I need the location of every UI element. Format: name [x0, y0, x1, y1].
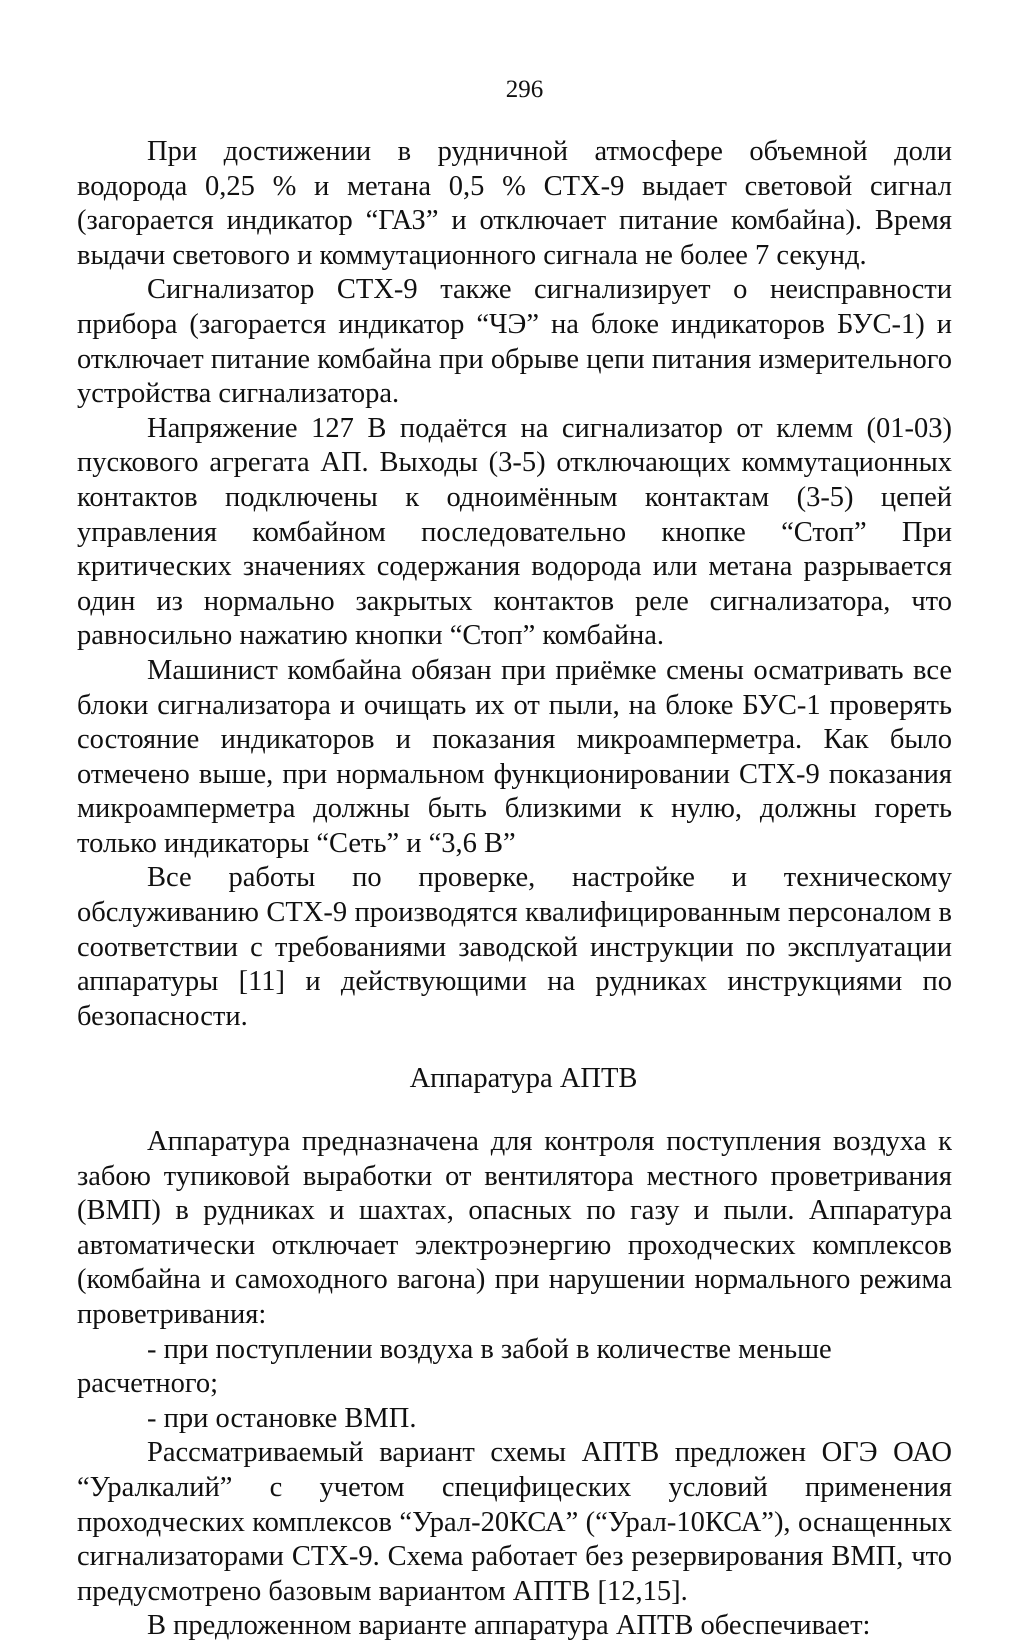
paragraph-operator-duties: Машинист комбайна обязан при приёмке смены осматривать все блоки сигнализатора и очищать их от пыли, на блоке БУС-1 проверять состояние индикаторов и показания микроамперметра. Как было отмечено выше, при нормальном функционировании СТХ-9 показания микроамперметра должны быть близкими к нулю, должны гореть только индикаторы “Сеть” и “3,6 В”: [77, 654, 952, 859]
paragraph-fault-signal: Сигнализатор СТХ-9 также сигнализирует о неисправности прибора (загорается индикатор “ЧЭ” на блоке индикаторов БУС-1) и отключает питание комбайна при обрыве цепи питания измерительного устройства сигнализатора.: [77, 274, 952, 410]
list-item: - при поступлении воздуха в забой в количестве меньше расчетного;: [77, 1333, 832, 1400]
document-page: [77, 75, 952, 1644]
section-title: Аппаратура АПТВ: [409, 1063, 638, 1095]
paragraph-gas-threshold: При достижении в рудничной атмосфере объемной доли водорода 0,25 % и метана 0,5 % СТХ-9 выдает световой сигнал (загорается индикатор “ГАЗ” и отключает питание комбайна). Время выдачи светового и коммутационного сигнала не более 7 секунд.: [77, 136, 952, 271]
paragraph-aptv-provides: В предложенном варианте аппаратура АПТВ обеспечивает:: [147, 1610, 871, 1642]
page-number: 296: [505, 76, 544, 103]
paragraph-maintenance: Все работы по проверке, настройке и техническому обслуживанию СТХ-9 производятся квалифицированным персоналом в соответствии с требованиями заводской инструкции по эксплуатации аппаратуры [11] и действующими на рудниках инструкциями по безопасности.: [77, 862, 952, 1032]
paragraph-voltage-supply: Напряжение 127 В подаётся на сигнализатор от клемм (01-03) пускового агрегата АП. Выходы (3-5) отключающих коммутационных контактов подключены к одноимённым контактам (3-5) цепей управления комбайном последовательно кнопке “Стоп” При критических значениях содержания водорода или метана разрывается один из нормально закрытых контактов реле сигнализатора, что равносильно нажатию кнопки “Стоп” комбайна.: [77, 412, 952, 652]
list-item: - при остановке ВМП.: [147, 1402, 417, 1434]
paragraph-scheme-variant: Рассматриваемый вариант схемы АПТВ предложен ОГЭ ОАО “Уралкалий” с учетом специфицеских условий применения проходческих комплексов “Урал-20КСА” (“Урал-10КСА”), оснащенных сигнализаторами СТХ-9. Схема работает без резервирования ВМП, что предусмотрено базовым вариантом АПТВ [12,15].: [77, 1437, 952, 1607]
paragraph-aptv-purpose: Аппаратура предназначена для контроля поступления воздуха к забою тупиковой выработки от вентилятора местного проветривания (ВМП) в рудниках и шахтах, опасных по газу и пыли. Аппаратура автоматически отключает электроэнергию проходческих комплексов (комбайна и самоходного вагона) при нарушении нормального режима проветривания:: [77, 1126, 952, 1330]
